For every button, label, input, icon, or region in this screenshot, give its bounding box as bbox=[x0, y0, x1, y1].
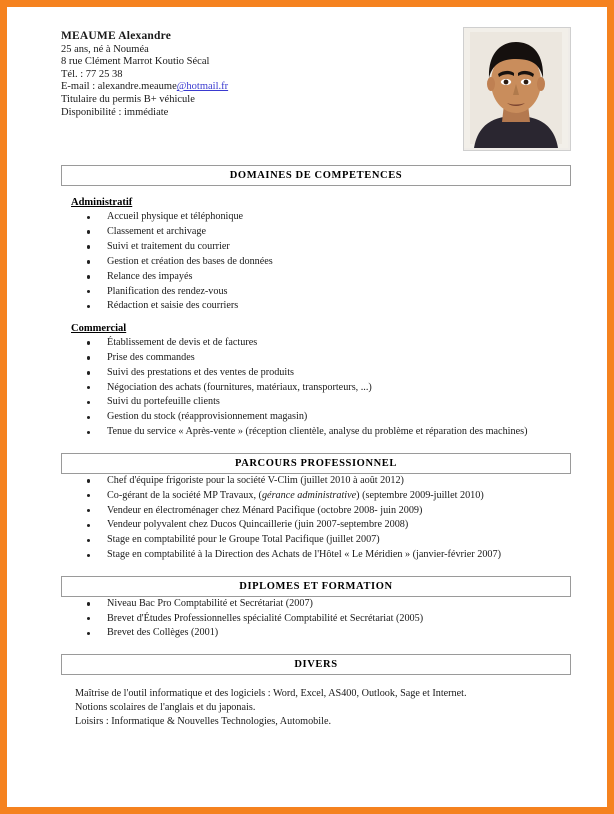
competences-list-administratif bbox=[61, 210, 571, 313]
item-text: Chef d'équipe frigoriste pour la société V-Clim (juillet 2010 à août 2012) bbox=[107, 474, 404, 486]
list-item bbox=[71, 518, 571, 531]
subsection-title-commercial: Commercial bbox=[71, 322, 127, 334]
section-title-parcours: PARCOURS PROFESSIONNEL bbox=[61, 453, 571, 474]
diplomes-list bbox=[61, 597, 571, 640]
list-item bbox=[71, 489, 571, 502]
candidate-phone: Tél. : 77 25 38 bbox=[61, 68, 123, 80]
page-content bbox=[7, 7, 607, 807]
list-item: Classement et archivage bbox=[71, 225, 571, 238]
list-item bbox=[71, 533, 571, 546]
list-item: Suivi des prestations et des ventes de produits bbox=[71, 366, 571, 379]
group-commercial bbox=[61, 323, 571, 439]
list-item: Prise des commandes bbox=[71, 351, 571, 364]
portrait-photo-icon bbox=[464, 28, 568, 148]
list-item: Relance des impayés bbox=[71, 270, 571, 283]
list-item: Rédaction et saisie des courriers bbox=[71, 299, 571, 312]
list-item: Gestion et création des bases de données bbox=[71, 255, 571, 268]
list-item bbox=[71, 504, 571, 517]
item-text: Stage en comptabilité pour le Groupe Total Pacifique (juillet 2007) bbox=[107, 534, 380, 546]
list-item: Suivi et traitement du courrier bbox=[71, 240, 571, 253]
candidate-name: MEAUME Alexandre bbox=[61, 30, 171, 42]
item-text: Vendeur en électroménager chez Ménard Pacifique (octobre 2008- juin 2009) bbox=[107, 504, 423, 516]
candidate-photo bbox=[463, 27, 571, 151]
section-title-diplomes: DIPLOMES ET FORMATION bbox=[61, 576, 571, 597]
list-item: Planification des rendez-vous bbox=[71, 285, 571, 298]
parcours-list bbox=[61, 474, 571, 562]
candidate-address: 8 rue Clément Marrot Koutio Sécal bbox=[61, 56, 210, 68]
item-text: Stage en comptabilité à la Direction des Achats de l'Hôtel « Le Méridien » (janvier-février 2007) bbox=[107, 549, 501, 561]
divers-line: Loisirs : Informatique & Nouvelles Technologies, Automobile. bbox=[75, 715, 332, 727]
candidate-email bbox=[61, 81, 401, 94]
section-title-divers: DIVERS bbox=[61, 654, 571, 675]
list-item: Accueil physique et téléphonique bbox=[71, 210, 571, 223]
candidate-driving-licence: Titulaire du permis B+ véhicule bbox=[61, 93, 195, 105]
divers-lines bbox=[75, 687, 571, 729]
section-diplomes bbox=[61, 576, 571, 640]
list-item: Gestion du stock (réapprovisionnement magasin) bbox=[71, 410, 571, 423]
candidate-age-birthplace: 25 ans, né à Nouméa bbox=[61, 43, 149, 55]
list-item: Suivi du portefeuille clients bbox=[71, 395, 571, 408]
email-text: E-mail : alexandre.meaume bbox=[61, 81, 177, 93]
subsection-title-administratif: Administratif bbox=[71, 197, 133, 208]
item-text: Vendeur polyvalent chez Ducos Quincaillerie (juin 2007-septembre 2008) bbox=[107, 519, 409, 531]
list-item: Négociation des achats (fournitures, matériaux, transporteurs, ...) bbox=[71, 381, 571, 394]
header-block bbox=[61, 23, 571, 151]
list-item: Établissement de devis et de factures bbox=[71, 336, 571, 349]
list-item: Tenue du service « Après-vente » (réception clientèle, analyse du problème et réparation des machines) bbox=[71, 425, 571, 438]
section-title-competences: DOMAINES DE COMPETENCES bbox=[61, 165, 571, 186]
list-item bbox=[71, 548, 571, 561]
section-parcours bbox=[61, 453, 571, 562]
list-item: Niveau Bac Pro Comptabilité et Secrétariat (2007) bbox=[71, 597, 571, 610]
candidate-availability: Disponibilité : immédiate bbox=[61, 106, 169, 118]
group-administratif bbox=[61, 197, 571, 313]
identity-block bbox=[61, 23, 401, 119]
list-item: Brevet des Collèges (2001) bbox=[71, 626, 571, 639]
item-text-tail: ) (septembre 2009-juillet 2010) bbox=[356, 489, 484, 501]
section-competences bbox=[61, 165, 571, 439]
divers-line: Maîtrise de l'outil informatique et des logiciels : Word, Excel, AS400, Outlook, Sage et Internet. bbox=[75, 687, 467, 699]
list-item: Brevet d'Études Professionnelles spécialité Comptabilité et Secrétariat (2005) bbox=[71, 612, 571, 625]
competences-list-commercial bbox=[61, 336, 571, 439]
email-hyperlink[interactable]: @hotmail.fr bbox=[176, 81, 229, 93]
item-text-italic: gérance administrative bbox=[261, 489, 357, 501]
item-text: Co-gérant de la société MP Travaux, ( bbox=[107, 489, 262, 501]
section-divers bbox=[61, 654, 571, 729]
list-item bbox=[71, 474, 571, 487]
divers-line: Notions scolaires de l'anglais et du japonais. bbox=[75, 701, 256, 713]
